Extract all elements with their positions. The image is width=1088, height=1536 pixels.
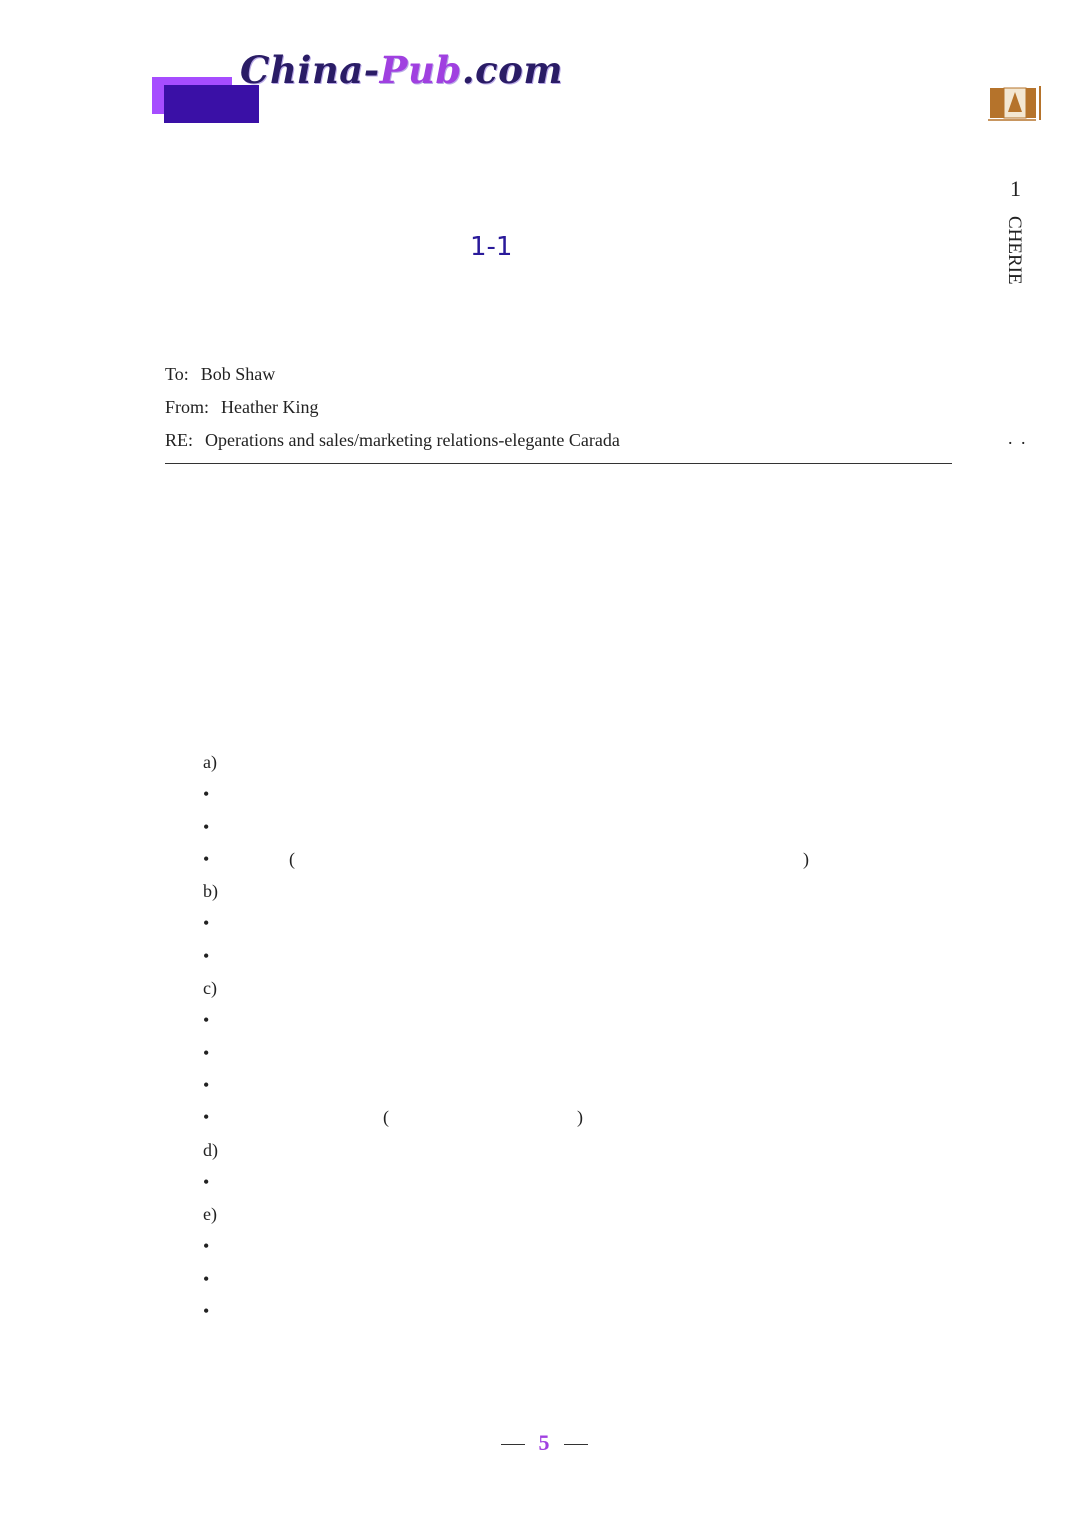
list-item (203, 1266, 903, 1298)
memo-re-label: RE: (165, 430, 194, 450)
list-item (203, 846, 903, 878)
bullet-icon: • (203, 1042, 210, 1063)
side-dots: . . (1008, 428, 1028, 448)
memo-to (165, 361, 952, 394)
memo-to-value: Bob Shaw (200, 364, 276, 384)
page-number: 5 (538, 1430, 550, 1455)
bullet-icon: • (203, 945, 210, 966)
list-item (203, 1201, 903, 1233)
memo-outline (203, 749, 903, 1330)
memo-from-label: From: (165, 397, 210, 417)
list-item (203, 1298, 903, 1330)
footer-dash-left (501, 1444, 525, 1445)
bullet-icon: • (203, 1010, 210, 1031)
page-footer (0, 1430, 1088, 1456)
footer-dash-right (564, 1444, 588, 1445)
logo-text-com: .com (461, 48, 563, 92)
logo-text-pub: Pub (379, 48, 462, 92)
list-item (203, 878, 903, 910)
bullet-icon: • (203, 1074, 210, 1095)
outline-heading-a: a) (203, 752, 217, 772)
list-item (203, 1104, 903, 1136)
list-item (203, 975, 903, 1007)
memo-header (165, 361, 952, 464)
outline-heading-d: d) (203, 1139, 218, 1160)
chapter-number: 1 (1010, 176, 1021, 201)
list-item (203, 910, 903, 942)
book-icon (988, 86, 1042, 122)
bullet-icon: • (203, 1301, 210, 1322)
bullet-icon: • (203, 1171, 210, 1192)
bullet-icon: • (203, 848, 210, 869)
memo-to-label: To: (165, 364, 189, 384)
bullet-icon: • (203, 1268, 210, 1289)
list-item (203, 1007, 903, 1039)
list-item (203, 943, 903, 975)
close-paren: ) (577, 1107, 583, 1128)
memo-re (165, 427, 952, 460)
bullet-icon: • (203, 784, 210, 805)
list-item (203, 1137, 903, 1169)
memo-from (165, 394, 952, 427)
open-paren: ( (383, 1107, 389, 1128)
open-paren: ( (289, 848, 295, 869)
logo-wordmark (240, 48, 563, 92)
outline-heading-b: b) (203, 881, 218, 902)
list-item (203, 814, 903, 846)
close-paren: ) (803, 848, 809, 869)
list-item (203, 1072, 903, 1104)
chapter-name: CHERIE (1004, 216, 1025, 285)
list-item (203, 749, 903, 781)
china-pub-logo (152, 48, 563, 128)
memo-from-value: Heather King (221, 397, 319, 417)
memo-divider (165, 463, 952, 464)
bullet-icon: • (203, 1107, 210, 1128)
outline-heading-c: c) (203, 978, 217, 999)
logo-text-china: China- (240, 48, 380, 92)
bullet-icon: • (203, 816, 210, 837)
bullet-icon: • (203, 913, 210, 934)
list-item (203, 1169, 903, 1201)
list-item (203, 1233, 903, 1265)
list-item (203, 1040, 903, 1072)
outline-heading-e: e) (203, 1204, 217, 1225)
memo-re-value: Operations and sales/marketing relations-elegante Carada (205, 430, 620, 450)
list-item (203, 781, 903, 813)
bullet-icon: • (203, 1236, 210, 1257)
section-title: 1-1 (470, 232, 513, 262)
